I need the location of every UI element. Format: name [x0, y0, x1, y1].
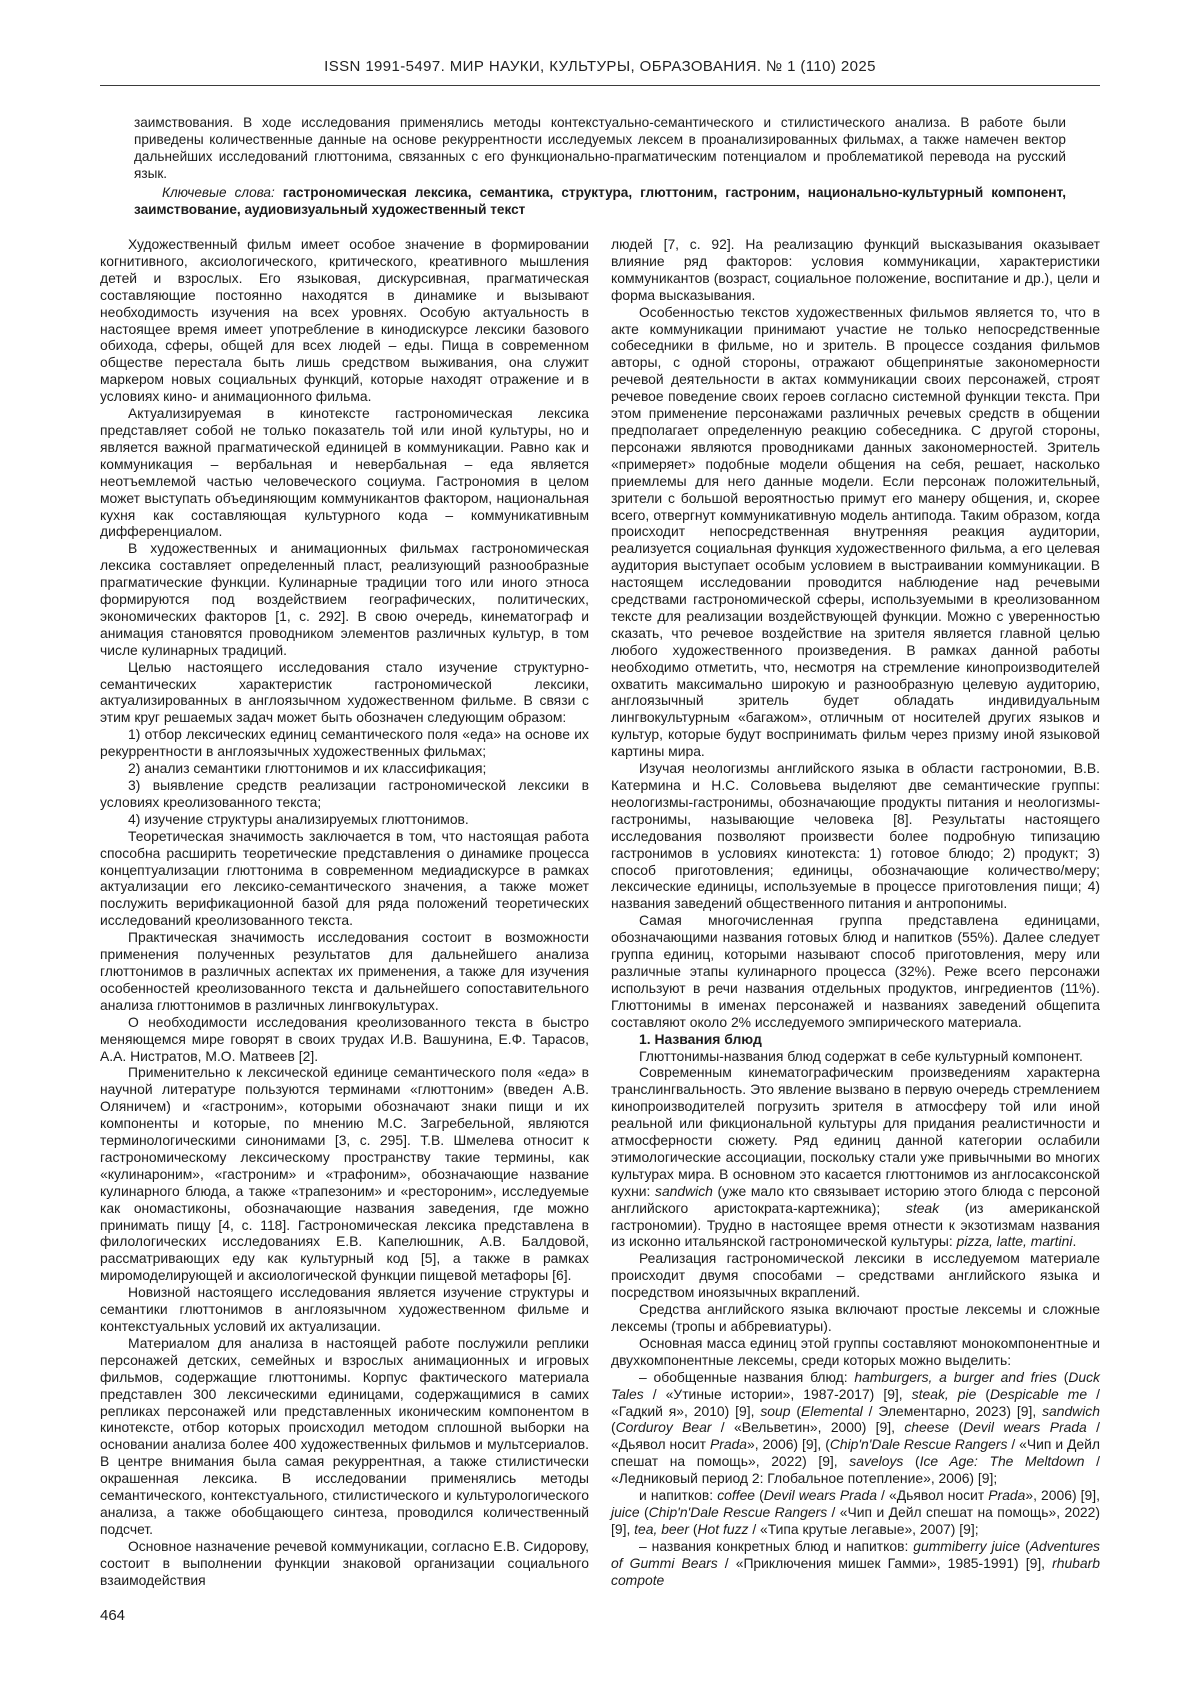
paragraph: Применительно к лексической единице семантического поля «еда» в научной литературе пользуются терминами «глюттоним» (введен А.В. Оляничем) и «гастроним», которыми обозначают знаки пищи и их компоненты и которые, по мнению М.С. Загребельной, являются терминологическими синонимами [3, с. 295]. Т.В. Шмелева относит к гастрономическому лексическому пространству такие термины, как «кулинароним», «гастроним» и «трафоним», обозначающие название кулинарного блюда, а также «трапезоним» и «рестороним», исследуемые как ономастиконы, обозначающие названия заведения, где можно принимать пищу [4, с. 118]. Гастрономическая лексика представлена в филологических исследованиях Е.В. Капелюшник, А.В. Балдовой, рассматривающих еду как культурный код [5], а также в рамках миромоделирующей и аксиологической функции пищевой метафоры [6].	[100, 1064, 589, 1284]
paragraph: Теоретическая значимость заключается в том, что настоящая работа способна расширить теоретические представления о динамике процесса концептуализации глюттонима в современном медиадискурсе в рамках актуализации его лексико-семантического значения, а также может послужить верификационной базой для ряда положений теоретических исследований креолизованного текста.	[100, 827, 589, 929]
paragraph: Основная масса единиц этой группы составляют монокомпонентные и двухкомпонентные лексемы, среди которых можно выделить:	[611, 1334, 1100, 1368]
paragraph: 4) изучение структуры анализируемых глюттонимов.	[128, 810, 469, 827]
paragraph: Художественный фильм имеет особое значение в формировании когнитивного, аксиологического, критического, креативного мышления детей и взрослых. Его языковая, дискурсивная, прагматическая составляющие постоянно находятся в динамике и вызывают необходимость изучения на всех уровнях. Особую актуальность в настоящее время имеет употребление в кинодискурсе лексики базового обихода, сферы, общей для всех людей – еды. Пища в современном обществе перестала быть лишь средством выживания, она служит маркером новых социальных функций, которые находят отражение и в условиях кино- и анимационного фильма.	[100, 236, 589, 405]
section-heading: 1. Названия блюд	[639, 1030, 762, 1047]
annotation-block	[100, 114, 1100, 218]
paragraph: Актуализируемая в кинотексте гастрономическая лексика представляет собой не только показатель той или иной культуры, но и является важной прагматической единицей в коммуникации. Равно как и коммуникация – вербальная и невербальная – еда является неотъемлемой частью человеческого социума. Гастрономия в целом может выступать объединяющим коммуникантов фактором, национальная кухня как составляющая культурного кода – коммуникативным дифференциалом.	[100, 405, 589, 540]
paragraph: людей [7, с. 92]. На реализацию функций высказывания оказывает влияние ряд факторов: условия коммуникации, характеристики коммуникантов (возраст, социальное положение, воспитание и др.), цели и форма высказывания.	[611, 236, 1100, 303]
left-column	[100, 236, 589, 1589]
paragraph: Современным кинематографическим произведениям характерна транслингвальность. Это явление вызвано в первую очередь стремлением кинопроизводителей погрузить зрителя в атмосферу той или иной реальной или фикциональной культуры для придания реалистичности и атмосферности сюжету. Ряд единиц данной категории ослабили этимологические ассоциации, поскольку стали уже привычными во многих культурах мира. В основном это касается глюттонимов из англосаксонской кухни: sandwich (уже мало кто связывает историю этого блюда с персоной английского аристократа-картежника); steak (из американской гастрономии). Трудно в настоящее время отнести к экзотизмам названия из исконно итальянской гастрономической культуры: pizza, latte, martini.	[611, 1064, 1101, 1250]
two-column-body	[100, 236, 1100, 1589]
keywords-label: Ключевые слова:	[162, 185, 275, 200]
keywords-line	[134, 184, 1066, 218]
paragraph: Средства английского языка включают простые лексемы и сложные лексемы (тропы и аббревиатуры).	[611, 1301, 1100, 1334]
paragraph: 2) анализ семантики глюттонимов и их классификация;	[128, 760, 487, 777]
page-number: 464	[100, 1606, 126, 1624]
paragraph: В художественных и анимационных фильмах гастрономическая лексика составляет определенный пласт, реализующий разнообразные прагматические функции. Кулинарные традиции того или иного этноса формируются под воздействием географических, политических, экономических факторов [1, с. 292]. В свою очередь, кинематограф и анимация становятся проводником элементов различных культур, в том числе кулинарных традиций.	[100, 540, 589, 658]
paragraph: Новизной настоящего исследования является изучение структуры и семантики глюттонимов в англоязычном художественном фильме и контекстуальных условий их актуализации.	[100, 1284, 589, 1334]
paragraph: Материалом для анализа в настоящей работе послужили реплики персонажей детских, семейных и взрослых анимационных и игровых фильмов, содержащие глюттонимы. Корпус фактического материала представлен 300 лексическими единицами, содержащимися в самих репликах персонажей или представленных иконическим компонентом в кинотексте, отбор которых происходил методом сплошной выборки на основании анализа более 400 художественных фильмов и мультсериалов. В центре внимания была самая рекуррентная, а также стилистически окрашенная лексика. В исследовании применялись методы семантического, контекстуального, стилистического и культурологического анализа, а также обобщающего синтеза, проводился количественный подсчет.	[100, 1334, 589, 1537]
paragraph: Особенностью текстов художественных фильмов является то, что в акте коммуникации принимают участие не только непосредственные собеседники в фильме, но и зритель. В процессе создания фильмов авторы, с одной стороны, отражают общепринятые закономерности речевой деятельности в актах коммуникации своих персонажей, строят речевое поведение своих героев согласно системной функции текста. При этом применение персонажами различных речевых средств в общении предполагает определенную реакцию собеседника. С другой стороны, персонажи являются проводниками данных закономерностей. Зритель «примеряет» подобные модели общения на себя, решает, насколько приемлемы для него данные модели. Если персонаж положительный, зрители с большой вероятностью примут его манеру общения, и, скорее всего, отвергнут коммуникативную модель антипода. Таким образом, когда происходит непосредственная внутренняя реакция аудитории, реализуется социальная функция художественного фильма, а его целевая аудитория выступает особым условием в выстраивании коммуникации. В настоящем исследовании проводится наблюдение над речевыми средствами гастрономической сферы, используемыми в креолизованном тексте для реализации воздействующей функции. Можно с уверенностью сказать, что речевое воздействие на зрителя является главной целью любого художественного произведения. В рамках данной работы необходимо отметить, что, несмотря на стремление кинопроизводителей охватить максимально широкую и разнообразную целевую аудиторию, англоязычный зритель будет обладать индивидуальным лингвокультурным «багажом», отличным от носителей других языков и культур, которые будут воспринимать фильм через призму иной языковой картины мира.	[611, 303, 1100, 760]
abstract-text: заимствования. В ходе исследования применялись методы контекстуально-семантического и стилистического анализа. В работе были приведены количественные данные на основе рекуррентности исследуемых лексем в проанализированных фильмах, а также намечен вектор дальнейших исследований глюттонима, связанных с его функционально-прагматическим потенциалом и проблематикой перевода на русский язык.	[134, 115, 1066, 181]
right-column	[611, 236, 1100, 1589]
paragraph: О необходимости исследования креолизованного текста в быстро меняющемся мире говорят в своих трудах И.В. Вашунина, Е.Ф. Тарасов, А.А. Нистратов, М.О. Матвеев [2].	[100, 1013, 589, 1064]
paragraph: Изучая неологизмы английского языка в области гастрономии, В.В. Катермина и Н.С. Соловьева выделяют две семантические группы: неологизмы-гастронимы, обозначающие продукты питания и неологизмы-гастронимы, называющие человека [8]. Результаты настоящего исследования позволяют произвести более подробную типизацию гастронимов в условиях кинотекста: 1) готовое блюдо; 2) продукт; 3) способ приготовления; единицы, обозначающие количество/меру; лексические единицы, используемые в процессе приготовления пищи; 4) названия заведений общественного питания и антропонимы.	[611, 760, 1100, 912]
paragraph: и напитков: coffee (Devil wears Prada / «Дьявол носит Prada», 2006) [9], juice (Chip'n'Dale Rescue Rangers / «Чип и Дейл спешат на помощь», 2022) [9], tea, beer (Hot fuzz / «Типа крутые легавые», 2007) [9];	[611, 1487, 1100, 1537]
paragraph: Глюттонимы-названия блюд содержат в себе культурный компонент.	[639, 1047, 1083, 1064]
paragraph: Основное назначение речевой коммуникации, согласно Е.В. Сидорову, состоит в выполнении функции знаковой организации социального взаимодействия	[100, 1537, 589, 1588]
paragraph: 1) отбор лексических единиц семантического поля «еда» на основе их рекуррентности в англоязычных художественных фильмах;	[100, 726, 589, 760]
paragraph: – обобщенные названия блюд: hamburgers, a burger and fries (Duck Tales / «Утиные истории», 1987-2017) [9], steak, pie (Despicable me / «Гадкий я», 2010) [9], soup (Elemental / Элементарно, 2023) [9], sandwich (Corduroy Bear / «Вельветин», 2000) [9], cheese (Devil wears Prada / «Дьявол носит Prada», 2006) [9], (Chip'n'Dale Rescue Rangers / «Чип и Дейл спешат на помощь», 2022) [9], saveloys (Ice Age: The Meltdown / «Ледниковый период 2: Глобальное потепление», 2006) [9];	[611, 1368, 1100, 1487]
keywords-text: гастрономическая лексика, семантика, структура, глюттоним, гастроним, национально-культурный компонент, заимствование, аудиовизуальный художественный текст	[134, 185, 1066, 217]
paragraph: Самая многочисленная группа представлена единицами, обозначающими названия готовых блюд и напитков (55%). Далее следует группа единиц, которыми называют способ приготовления, меру или различные этапы кулинарного процесса (32%). Реже всего персонажи используют в речи названия отдельных продуктов, ингредиентов (11%). Глюттонимы в именах персонажей и названиях заведений общепита составляют около 2% исследуемого эмпирического материала.	[611, 912, 1100, 1030]
paragraph: – названия конкретных блюд и напитков: gummiberry juice (Adventures of Gummi Bears / «Приключения мишек Гамми», 1985-1991) [9], rhubarb compote	[611, 1537, 1100, 1588]
paragraph: Реализация гастрономической лексики в исследуемом материале происходит двумя способами – средствами английского языка и посредством иноязычных вкраплений.	[611, 1250, 1100, 1301]
header-divider	[100, 85, 1100, 86]
paragraph: Целью настоящего исследования стало изучение структурно-семантических характеристик гастрономической лексики, актуализированных в англоязычном художественном фильме. В связи с этим круг решаемых задач может быть обозначен следующим образом:	[100, 658, 589, 726]
paragraph: Практическая значимость исследования состоит в возможности применения полученных результатов для дальнейшего анализа глюттонимов в различных аспектах их применения, а также для изучения особенностей креолизованного текста и дальнейшего сопоставительного анализа глюттонимов в различных лингвокультурах.	[100, 929, 589, 1013]
paragraph: 3) выявление средств реализации гастрономической лексики в условиях креолизованного текста;	[100, 777, 589, 810]
journal-header: ISSN 1991-5497. МИР НАУКИ, КУЛЬТУРЫ, ОБРАЗОВАНИЯ. № 1 (110) 2025	[324, 58, 876, 75]
